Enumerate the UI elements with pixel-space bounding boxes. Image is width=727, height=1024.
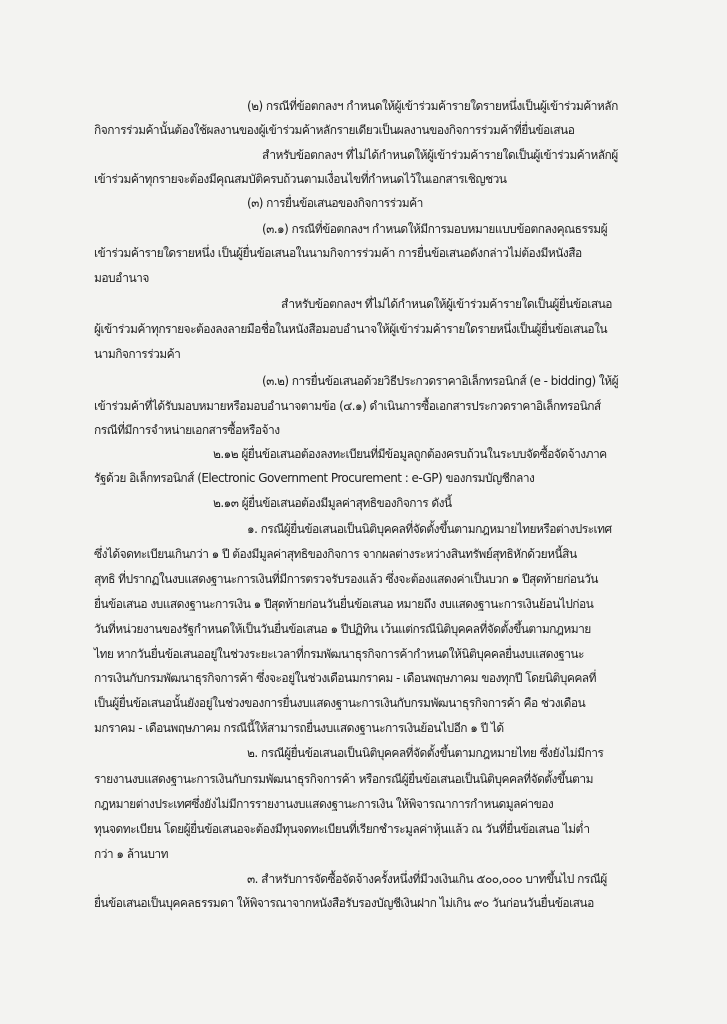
text-line: เข้าร่วมค้ารายใดรายหนึ่ง เป็นผู้ยื่นข้อเสนอในนามกิจการร่วมค้า การยื่นข้อเสนอดังกล่าวไม่ต้องมีหนังสือ bbox=[94, 246, 582, 260]
text-line: เข้าร่วมค้าทุกรายจะต้องมีคุณสมบัติครบถ้วนตามเงื่อนไขที่กำหนดไว้ในเอกสารเชิญชวน bbox=[94, 172, 507, 186]
text-line: ซึ่งได้จดทะเบียนเกินกว่า ๑ ปี ต้องมีมูลค่าสุทธิของกิจการ จากผลต่างระหว่างสินทรัพย์สุทธิหักด้วยหนี้สิน bbox=[94, 547, 577, 561]
text-line: (๓.๒) การยื่นข้อเสนอด้วยวิธีประกวดราคาอิเล็กทรอนิกส์ (e - bidding) ให้ผู้ bbox=[262, 374, 619, 388]
text-line: สำหรับข้อตกลงฯ ที่ไม่ได้กำหนดให้ผู้เข้าร่วมค้ารายใดเป็นผู้เข้าร่วมค้าหลักผู้ bbox=[262, 148, 618, 162]
text-line: กิจการร่วมค้านั้นต้องใช้ผลงานของผู้เข้าร่วมค้าหลักรายเดียวเป็นผลงานของกิจการร่วมค้าที่ยื่นข้อเสนอ bbox=[94, 123, 575, 137]
text-line: (๓.๑) กรณีที่ข้อตกลงฯ กำหนดให้มีการมอบหมายแบบข้อตกลงคุณธรรมผู้ bbox=[262, 222, 608, 236]
text-line: (๓) การยื่นข้อเสนอของกิจการร่วมค้า bbox=[247, 196, 423, 210]
text-line: กว่า ๑ ล้านบาท bbox=[94, 847, 168, 861]
text-line: เป็นผู้ยื่นข้อเสนอนั้นยังอยู่ในช่วงของการยื่นงบแสดงฐานะการเงินกับกรมพัฒนาธุรกิจการค้า คือ ช่วงเดือน bbox=[94, 696, 586, 710]
text-line: ๓. สำหรับการจัดซื้อจัดจ้างครั้งหนึ่งที่มีวงเงินเกิน ๕๐๐,๐๐๐ บาทขึ้นไป กรณีผู้ bbox=[247, 872, 607, 886]
text-line: สุทธิ ที่ปรากฏในงบแสดงฐานะการเงินที่มีการตรวจรับรองแล้ว ซึ่งจะต้องแสดงค่าเป็นบวก ๑ ปีสุดท้ายก่อนวัน bbox=[94, 572, 598, 586]
text-line: ทุนจดทะเบียน โดยผู้ยื่นข้อเสนอจะต้องมีทุนจดทะเบียนที่เรียกชำระมูลค่าหุ้นแล้ว ณ วันที่ยื่นข้อเสนอ ไม่ต่ำ bbox=[94, 822, 590, 836]
text-line: (๒) กรณีที่ข้อตกลงฯ กำหนดให้ผู้เข้าร่วมค้ารายใดรายหนึ่งเป็นผู้เข้าร่วมค้าหลัก bbox=[247, 99, 618, 113]
text-line: ๒. กรณีผู้ยื่นข้อเสนอเป็นนิติบุคคลที่จัดตั้งขึ้นตามกฎหมายไทย ซึ่งยังไม่มีการ bbox=[247, 746, 604, 760]
text-line: รายงานงบแสดงฐานะการเงินกับกรมพัฒนาธุรกิจการค้า หรือกรณีผู้ยื่นข้อเสนอเป็นนิติบุคคลที่จัดตั้งขึ้นตาม bbox=[94, 772, 593, 786]
text-line: ๒.๑๓ ผู้ยื่นข้อเสนอต้องมีมูลค่าสุทธิของกิจการ ดังนี้ bbox=[213, 496, 452, 510]
text-line: นามกิจการร่วมค้า bbox=[94, 347, 181, 361]
text-line: การเงินกับกรมพัฒนาธุรกิจการค้า ซึ่งจะอยู่ในช่วงเดือนมกราคม - เดือนพฤษภาคม ของทุกปี โดยนิติบุคคลที่ bbox=[94, 671, 596, 685]
text-line: กรณีที่มีการจำหน่ายเอกสารซื้อหรือจ้าง bbox=[94, 423, 280, 437]
text-line: มกราคม - เดือนพฤษภาคม กรณีนี้ให้สามารถยื่นงบแสดงฐานะการเงินย้อนไปอีก ๑ ปี ได้ bbox=[94, 721, 504, 735]
text-line: สำหรับข้อตกลงฯ ที่ไม่ได้กำหนดให้ผู้เข้าร่วมค้ารายใดเป็นผู้ยื่นข้อเสนอ bbox=[281, 297, 612, 311]
text-line: ๒.๑๒ ผู้ยื่นข้อเสนอต้องลงทะเบียนที่มีข้อมูลถูกต้องครบถ้วนในระบบจัดซื้อจัดจ้างภาค bbox=[213, 447, 607, 461]
text-line: ยื่นข้อเสนอเป็นบุคคลธรรมดา ให้พิจารณาจากหนังสือรับรองบัญชีเงินฝาก ไม่เกิน ๙๐ วันก่อนวันยื่นข้อเสนอ bbox=[94, 896, 594, 910]
text-line: ไทย หากวันยื่นข้อเสนออยู่ในช่วงระยะเวลาที่กรมพัฒนาธุรกิจการค้ากำหนดให้นิติบุคคลยื่นงบแสดงฐานะ bbox=[94, 647, 584, 661]
text-line: กฎหมายต่างประเทศซึ่งยังไม่มีการรายงานงบแสดงฐานะการเงิน ให้พิจารณาการกำหนดมูลค่าของ bbox=[94, 797, 554, 811]
text-line: รัฐด้วย อิเล็กทรอนิกส์ (Electronic Government Procurement : e-GP) ของกรมบัญชีกลาง bbox=[94, 471, 535, 485]
text-line: วันที่หน่วยงานของรัฐกำหนดให้เป็นวันยื่นข้อเสนอ ๑ ปีปฏิทิน เว้นแต่กรณีนิติบุคคลที่จัดตั้งขึ้นตามกฎหมาย bbox=[94, 622, 591, 636]
text-line: ผู้เข้าร่วมค้าทุกรายจะต้องลงลายมือชื่อในหนังสือมอบอำนาจให้ผู้เข้าร่วมค้ารายใดรายหนึ่งเป็นผู้ยื่นข้อเสนอใน bbox=[94, 322, 608, 336]
text-line: มอบอำนาจ bbox=[94, 271, 149, 285]
text-line: ๑. กรณีผู้ยื่นข้อเสนอเป็นนิติบุคคลที่จัดตั้งขึ้นตามกฎหมายไทยหรือต่างประเทศ bbox=[247, 522, 612, 536]
text-line: ยื่นข้อเสนอ งบแสดงฐานะการเงิน ๑ ปีสุดท้ายก่อนวันยื่นข้อเสนอ หมายถึง งบแสดงฐานะการเงินย้อนไปก่อน bbox=[94, 597, 594, 611]
text-line: เข้าร่วมค้าที่ได้รับมอบหมายหรือมอบอำนาจตามข้อ (๔.๑) ดำเนินการซื้อเอกสารประกวดราคาอิเล็กทรอนิกส์ bbox=[94, 399, 601, 413]
